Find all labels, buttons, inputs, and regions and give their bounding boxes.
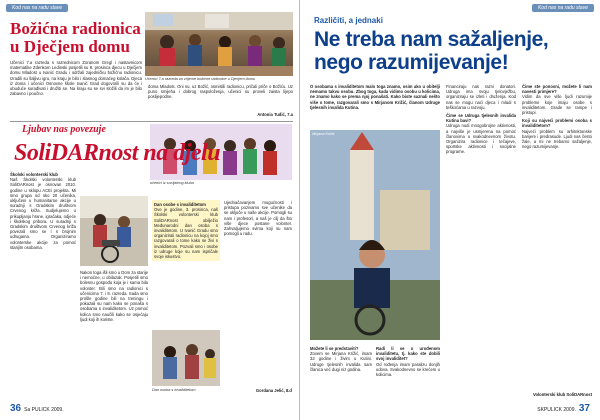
issue-label: SKPULICK 2009. xyxy=(537,407,576,413)
big-title: SoliDARnost na djelu xyxy=(14,140,221,166)
box-text: Ove je godine, 3. prosinca, naš Školski volonterski klub SoliDARnost obilježio Međunarodni dan osoba s invaliditetom. U Ivanić Gradu smo organizirali radionicu na kojoj smo razgovarali o tome kako se živi s invaliditetom. Pozvali smo i osobe iz udruge koje su nam ispričale svoje iskustvo. xyxy=(154,207,218,260)
page-number: 37 xyxy=(578,403,590,414)
kicker: Različiti, a jednaki xyxy=(314,16,383,25)
qa-column-b xyxy=(446,84,516,155)
wheelchair-photo xyxy=(80,196,148,266)
title-line-1: Božićna radionica xyxy=(10,19,141,38)
qa-column-c xyxy=(522,84,592,149)
question-c1: Čime ste ponosni, možete li nam navesti primjere? xyxy=(522,84,592,95)
club-photo-caption: učenici iz socijalnog kluba xyxy=(150,181,194,185)
right-article-title xyxy=(314,28,594,74)
qa-column-a xyxy=(310,346,372,372)
box-heading: Dan osobe s invaliditetom xyxy=(154,202,206,207)
volunteer-column xyxy=(10,172,76,250)
answer-2: Od rođenja imam paralizu donjih udova. Svakodnevno se krećem u kolicima. xyxy=(376,361,440,378)
title-line-1: Ne treba nam sažaljenje, xyxy=(314,28,549,51)
folio xyxy=(537,403,590,414)
title-line-2: u Dječjem domu xyxy=(10,37,130,56)
workshop-photo-caption: Učenici 7.a razreda za vrijeme božićne radionice u Dječjem domu xyxy=(145,77,256,81)
invalid-day-box xyxy=(152,200,220,261)
workshop-photo-art xyxy=(145,12,293,76)
question-b: Čime se Udruga tjelesnih invalida Kutina bavi? xyxy=(446,113,516,124)
title-line-2: nego razumijevanje! xyxy=(314,51,509,74)
invalid-day-caption: Dan osoba s invaliditetom xyxy=(152,388,196,392)
column-4-text: Ujednačavanjem mogućnosti i pristupa pozivamo sve učenike da se uključe u naše akcije. Pomogli su nam i profesori, a naš je cilj da što više djece postane volonter. Zahvaljujemo svima koji su nam pomogli u radu. xyxy=(224,200,292,237)
question-c2: Koji su najveći problemi osoba s invaliditetom? xyxy=(522,118,592,129)
answer-1: Zovem se Mirjana Križić, imam 32 godine i živim u Kutini. Udruge tjelesnih invalida sam članica već dugi niz godina. xyxy=(310,351,372,372)
issue-label: Sa PULICK 2009. xyxy=(24,407,64,413)
qa-column-a2 xyxy=(376,346,440,377)
article-title xyxy=(10,20,142,56)
portrait-photo xyxy=(310,130,440,340)
answer-c2: Najveći problem su arhitektonske barijere i predrasude. Ljudi nas često žale, a mi ne trebamo sažaljenje, nego razumijevanje. xyxy=(522,128,592,150)
column-2-text: Nakon toga išli smo u Dom za starije i nemoćne, u obilazak. Posjetili smo bolesnu gospođu koja je i sama bila volonter. Bili smo na radionici s učenicima 7. i 8. razreda. Sada smo prošle godine bili na treningu i pokazali su nam kako se ponaša s osobama s invaliditetom. Uz pomoć kolica smo naučili kako se osjećaju ljudi koji ih koriste. xyxy=(80,270,148,322)
invalid-day-photo-art xyxy=(152,330,220,386)
answer-c1: Vidim da sve više ljudi razumije probleme koje imaju osobe s invaliditetom. Grade se rampe i pristupi. xyxy=(522,94,592,116)
intro-text-2: doma Mladost. Oni su, uz Božić, osmislili radionicu, pričali priče o Božiću. Uz puno smijeha i dobrog raspoloženja, učenici su proveli zaista lijepo poslijepodne. xyxy=(148,84,293,100)
wheelchair-photo-art xyxy=(80,196,148,266)
page-number: 36 xyxy=(10,403,22,414)
volunteer-heading: Školski volonterski klub xyxy=(10,172,58,177)
section-tab: Kod nas na radu stave xyxy=(6,4,68,12)
question-1: Možete li se predstaviti? xyxy=(310,346,359,351)
column-b-text: Financiraju nas razni donatori. Udruga ima svoju tjelovježbu, organiziraju se izleti i druženja. Kod nas se mogu naći djeca i mladi s teškoćama u razvoju. xyxy=(446,84,516,110)
right-author: Volonterski klub SoliDARnost xyxy=(532,392,592,397)
invalid-day-photo xyxy=(152,330,220,386)
portrait-photo-art xyxy=(310,130,440,340)
answer-b: Udruga nudi mnogobrojne aktivnosti, a najviše je usmjerena na pomoć članovima u svakodnevnom životu. Organizira radionice i tečajeve, sportske aktivnosti i socijalne programe. xyxy=(446,123,516,155)
column-4-author: Gordana Jelić, 8.d xyxy=(255,388,292,393)
question-2: Radi li se o urođenom invaliditetu, tj. kako ste dobili svoj invaliditet? xyxy=(376,346,440,362)
lead-text: O osobama s invaliditetom malo toga znamo, osim ako u obitelji nemamo takvu osobu. Zbog toga, kada vidimo osobu u kolicima, ne znamo kako se prema njoj ponašati. Kako biste saznali nešto više o tome, razgovarali smo s Mirjanom Križić, članom Udruge tjelesnih invalida Kutina. xyxy=(310,84,440,110)
divider xyxy=(10,121,293,122)
volunteer-text: Naš Školski volonterski klub SoliDARnost je osnovan 2010. godine u sklopu ACEi projekta. Mi smo grupa od oko 20 učenika, uključeni u humanitarne akcije u suradnji s Gradskim društvom Crvenog križa. Sudjelujemo u prikupljanju hrane, igračaka, odjeće i školskog pribora. U suradnji s Gradskim društvom Crvenog križa povezali smo se i s brojnim udrugama. Organiziramo volonterske akcije za pomoć starijim osobama. xyxy=(10,177,76,250)
intro-author: Antonia Tudić, 7.a xyxy=(257,112,293,117)
intro-text: Učenici 7.a razreda s razrednicom Zoranom Gregl i nastavnicom matematike Zdenkom Ledinski posjetili su 8. prosinca djecu u Dječjem domu Mladost u Ivanić Gradu i održali zajedničku božićnu radionicu. Izradili su šaljivu igru, na kraju je bilo i slasnog domaćeg kolača. Djeca iz doma i učenici Osnovne škole Ivanić Grad dogovorili su da će i ubuduće surađivati i družiti se. Na kraju su se svi složili da im je bilo zabavno i poučno. xyxy=(10,60,142,97)
workshop-photo xyxy=(145,12,293,76)
right-page xyxy=(300,0,600,420)
portrait-caption: Mirjana Križić xyxy=(312,132,335,136)
folio xyxy=(10,403,64,414)
subtitle: Ljubav nas povezuje xyxy=(22,124,106,135)
section-tab: Kod nas na radu stave xyxy=(532,4,594,12)
